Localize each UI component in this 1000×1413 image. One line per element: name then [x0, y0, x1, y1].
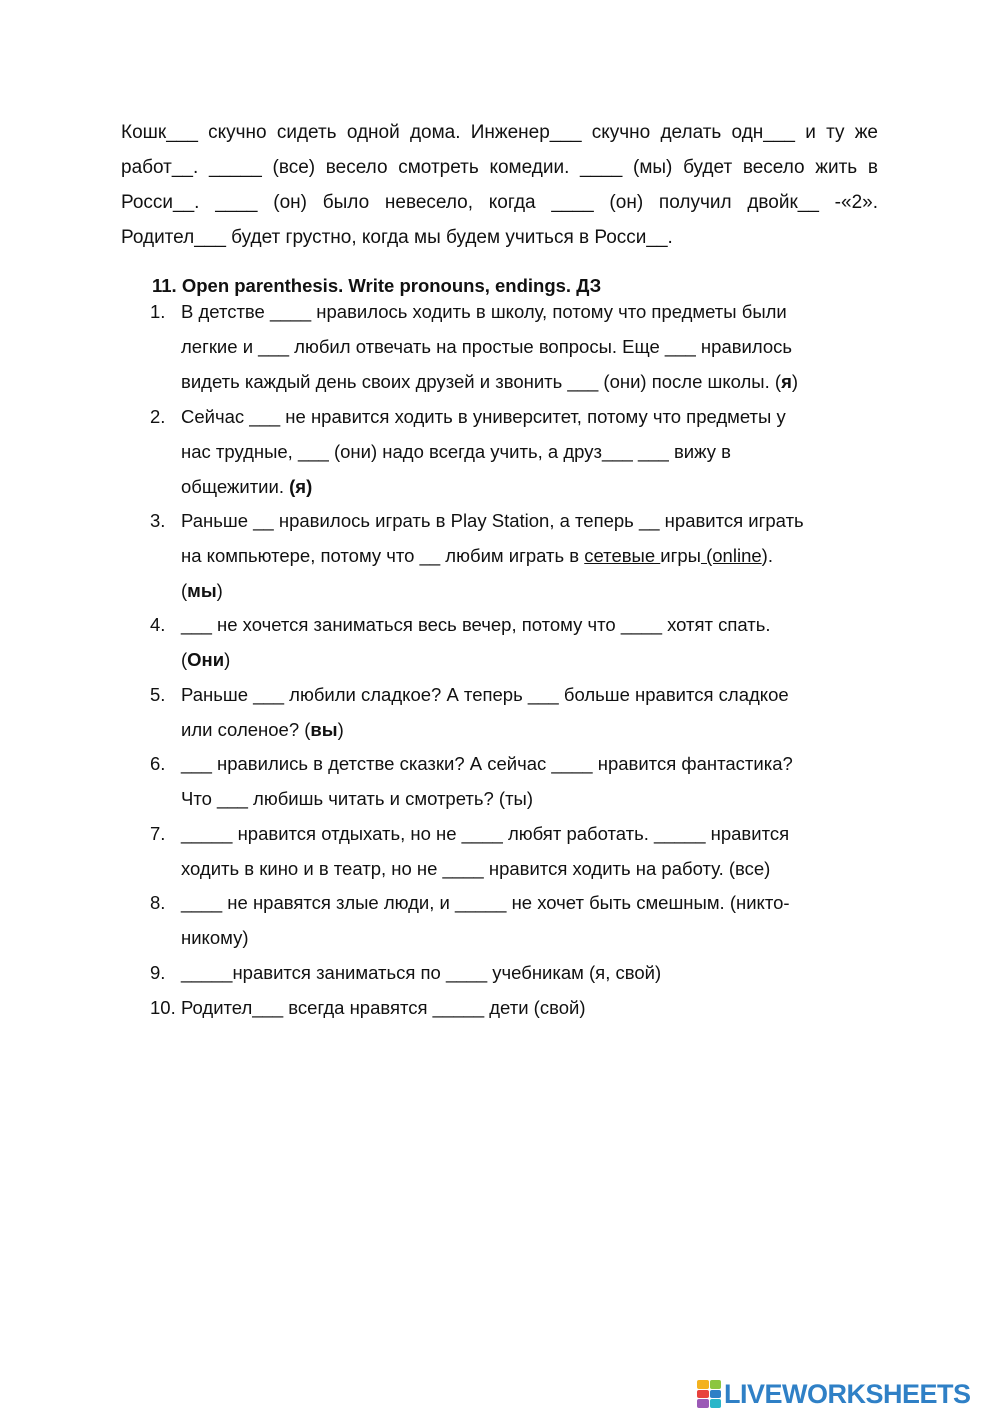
item-line: Что ___ любишь читать и смотреть? (ты): [181, 788, 534, 809]
item-line: легкие и ___ любил отвечать на простые вопросы. Еще ___ нравилось: [181, 336, 793, 357]
pronoun-hint: вы: [310, 719, 338, 740]
intro-line-3: Росси__. ____ (он) было невесело, когда ____ (он) получил двойк__ -«2».: [121, 192, 878, 213]
item-line: или соленое? (вы): [181, 719, 344, 740]
item-line: В детстве ____ нравилось ходить в школу, потому что предметы были: [181, 301, 787, 322]
intro-line-2: работ__. _____ (все) весело смотреть комедии. ____ (мы) будет весело жить в: [121, 157, 878, 178]
item-line: видеть каждый день своих друзей и звонить ___ (они) после школы. (я): [181, 371, 799, 392]
item-number: 2.: [150, 406, 166, 427]
underlined-word: сетевые: [584, 545, 661, 566]
item-number: 4.: [150, 614, 166, 635]
item-number: 3.: [150, 510, 166, 531]
item-line: ____ не нравятся злые люди, и _____ не хочет быть смешным. (никто-: [181, 892, 790, 913]
logo-text: LIVEWORKSHEETS: [724, 1379, 971, 1409]
item-line: _____нравится заниматься по ____ учебникам (я, свой): [181, 962, 662, 983]
item-number: 8.: [150, 892, 166, 913]
item-number: 6.: [150, 753, 166, 774]
item-number: 5.: [150, 684, 166, 705]
intro-line-1: Кошк___ скучно сидеть одной дома. Инженер___ скучно делать одн___ и ту же: [121, 122, 878, 143]
item-line: _____ нравится отдыхать, но не ____ любят работать. _____ нравится: [181, 823, 790, 844]
exercise-title: 11. Open parenthesis. Write pronouns, endings. ДЗ: [152, 275, 602, 296]
logo-block: [697, 1399, 709, 1408]
item-line: (мы): [181, 580, 223, 601]
pronoun-hint: я: [781, 371, 792, 392]
item-line: ___ не хочется заниматься весь вечер, потому что ____ хотят спать.: [181, 614, 771, 635]
logo-block: [710, 1399, 722, 1408]
item-number: 10.: [150, 997, 176, 1018]
item-line: Сейчас ___ не нравится ходить в университет, потому что предметы у: [181, 406, 786, 427]
item-line: (Они): [181, 649, 231, 670]
item-line: Раньше ___ любили сладкое? А теперь ___ больше нравится сладкое: [181, 684, 789, 705]
item-line: ___ нравились в детстве сказки? А сейчас ____ нравится фантастика?: [181, 753, 793, 774]
item-line: ходить в кино и в театр, но не ____ нравится ходить на работу. (все): [181, 858, 771, 879]
logo-blocks-icon: [697, 1380, 721, 1408]
item-line: Раньше __ нравилось играть в Play Station, а теперь __ нравится играть: [181, 510, 804, 531]
item-line: Родител___ всегда нравятся _____ дети (свой): [181, 997, 586, 1018]
item-line: нас трудные, ___ (они) надо всегда учить, а друз___ ___ вижу в: [181, 441, 731, 462]
logo-block: [697, 1380, 709, 1389]
item-number: 7.: [150, 823, 166, 844]
pronoun-hint: Они: [187, 649, 225, 670]
pronoun-hint: мы: [187, 580, 217, 601]
item-line: общежитии. (я): [181, 476, 313, 497]
logo-block: [710, 1380, 722, 1389]
item-number: 1.: [150, 301, 166, 322]
intro-line-4: Родител___ будет грустно, когда мы будем учиться в Росси__.: [121, 227, 673, 248]
pronoun-hint: (я): [289, 476, 313, 497]
item-line: никому): [181, 927, 249, 948]
logo-block: [710, 1390, 722, 1399]
liveworksheets-logo[interactable]: [697, 1377, 971, 1411]
logo-block: [697, 1390, 709, 1399]
item-number: 9.: [150, 962, 166, 983]
item-line: на компьютере, потому что __ любим играть в сетевые игры (online).: [181, 545, 773, 566]
underlined-word: (online: [700, 545, 762, 566]
